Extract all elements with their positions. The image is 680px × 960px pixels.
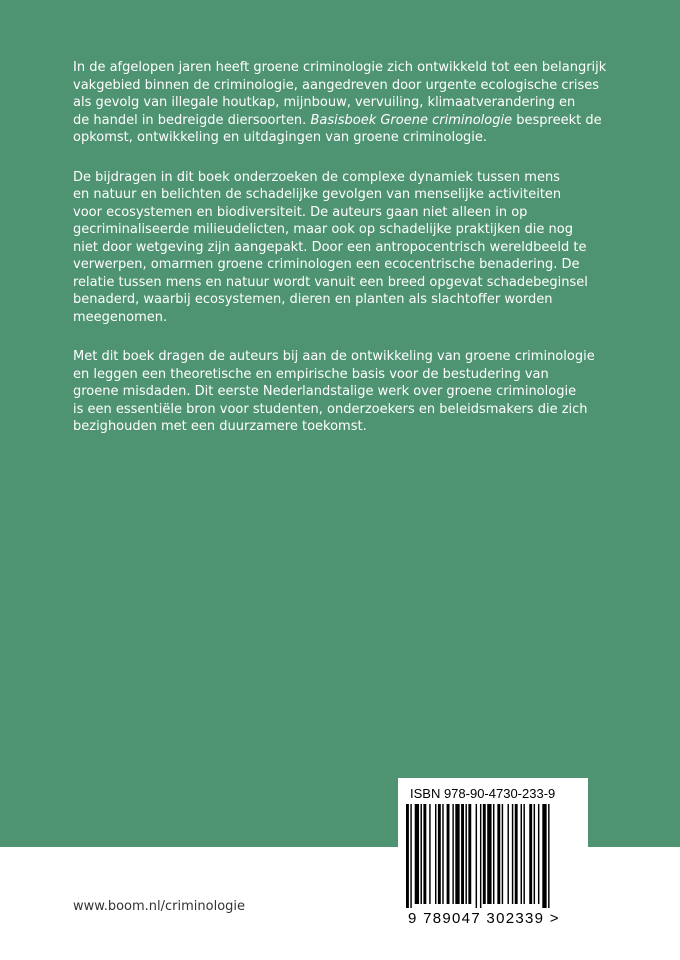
blurb-line [73, 112, 618, 130]
barcode-bar [476, 804, 477, 908]
barcode-bar [435, 804, 436, 904]
barcode-bar [429, 804, 430, 904]
barcode-bar [415, 804, 419, 904]
blurb-line: voor ecosystemen en biodiversiteit. De auteurs gaan niet alleen in op [73, 204, 528, 220]
barcode-bar [523, 804, 524, 904]
blurb-line: en natuur en belichten de schadelijke gevolgen van menselijke activiteiten [73, 187, 562, 202]
barcode-bar [542, 804, 546, 908]
back-cover-blurb [73, 59, 618, 458]
barcode-bar [406, 804, 409, 908]
barcode-bar [452, 804, 453, 904]
blurb-line: als gevolg van illegale houtkap, mijnbouw, vervuiling, klimaatverandering en [73, 95, 576, 110]
barcode-digits: 9 789047 302339 > [408, 910, 560, 927]
barcode-bar [421, 804, 422, 904]
barcode-bar [461, 804, 464, 904]
blurb-line: meegenomen. [73, 309, 168, 325]
barcode-bar [438, 804, 441, 904]
blurb-line-start: de handel in bedreigde diersoorten. [73, 112, 307, 128]
blurb-line: bezighouden met een duurzamere toekomst. [73, 419, 367, 434]
blurb-line: opkomst, ontwikkeling en uitdagingen van groene criminologie. [73, 130, 488, 145]
blurb-paragraph-3 [73, 348, 618, 436]
barcode-icon [406, 804, 582, 908]
blurb-line: In de afgelopen jaren heeft groene criminologie zich ontwikkeld tot een belangrijk [73, 60, 607, 75]
blurb-line: gecriminaliseerde milieudelicten, maar ook op schadelijke praktijken die nog [73, 222, 573, 237]
barcode-bar [447, 804, 450, 904]
barcode-bar [455, 804, 459, 904]
blurb-line-rest: bespreekt de [512, 112, 602, 128]
blurb-line: en leggen een theoretische en empirische basis voor de bestudering van [73, 366, 549, 382]
barcode-bar [508, 804, 509, 904]
barcode-bar [534, 804, 535, 904]
book-title: Basisboek Groene criminologie [310, 112, 513, 128]
blurb-line: is een essentiële bron voor studenten, onderzoekers en beleidsmakers die zich [73, 401, 588, 417]
barcode-bar [548, 804, 549, 908]
barcode-bar [502, 804, 503, 904]
blurb-line: niet door wetgeving zijn aangepakt. Door een antropocentrisch wereldbeeld te [73, 239, 587, 255]
blurb-line: groene misdaden. Dit eerste Nederlandstalige werk over groene criminologie [73, 384, 577, 399]
barcode-bar [515, 804, 518, 904]
barcode-bar [468, 804, 471, 904]
barcode-bar [521, 804, 522, 904]
blurb-paragraph-2 [73, 169, 618, 327]
barcode-bar [465, 804, 466, 904]
blurb-line: vakgebied binnen de criminologie, aangedreven door urgente ecologische crises [73, 77, 600, 93]
blurb-line: De bijdragen in dit boek onderzoeken de complexe dynamiek tussen mens [73, 169, 560, 185]
blurb-line: Met dit boek dragen de auteurs bij aan de ontwikkeling van groene criminologie [73, 349, 595, 364]
barcode-bar [410, 804, 411, 908]
barcode-bar [497, 804, 500, 904]
isbn-label: ISBN 978-90-4730-233-9 [410, 786, 556, 801]
barcode-bar [493, 804, 494, 904]
blurb-line: benaderd, waarbij ecosystemen, dieren en planten als slachtoffer worden [73, 292, 553, 307]
barcode-bar [487, 804, 491, 904]
barcode-bar [529, 804, 532, 904]
barcode-bar [538, 804, 539, 904]
publisher-url: www.boom.nl/criminologie [73, 899, 246, 914]
barcode-bar [512, 804, 513, 904]
barcode-bar [442, 804, 443, 904]
barcode-bar [483, 804, 486, 904]
blurb-line: verwerpen, omarmen groene criminologen een ecocentrische benadering. De [73, 257, 580, 272]
blurb-line: relatie tussen mens en natuur wordt vanuit een breed opgevat schadebeginsel [73, 274, 588, 290]
barcode-bar [423, 804, 426, 904]
blurb-paragraph-1 [73, 59, 618, 147]
barcode-bar [480, 804, 481, 908]
